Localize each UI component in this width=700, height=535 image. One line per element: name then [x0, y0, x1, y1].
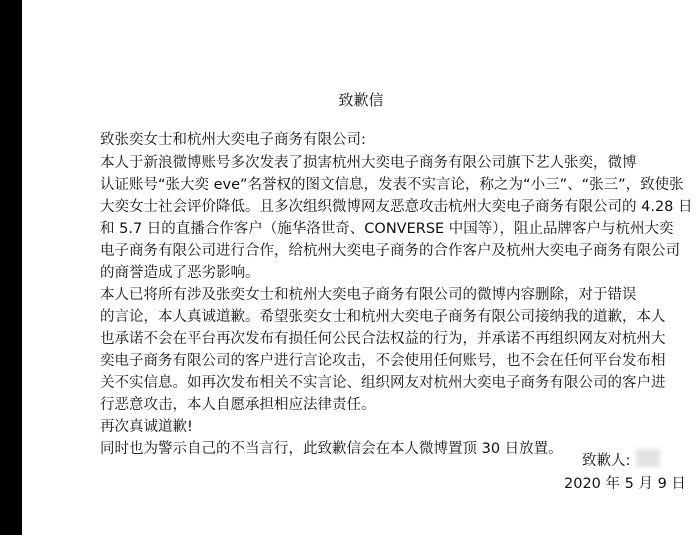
- body-line: 同时也为警示自己的不当言行，此致歉信会在本人微博置顶 30 日放置。: [100, 441, 563, 457]
- body-line: 电子商务有限公司进行合作，给杭州大奕电子商务的合作客户及杭州大奕电子商务有限公司: [100, 243, 680, 259]
- body-line: 奕电子商务有限公司的客户进行言论攻击，不会使用任何账号，也不会在任何平台发布相: [100, 353, 666, 369]
- body-line: 再次真诚道歉!: [100, 419, 193, 435]
- body-line: 大奕女士社会评价降低。且多次组织微博网友恶意攻击杭州大奕电子商务有限公司的 4.28 日: [100, 199, 693, 215]
- salutation-line: 致张奕女士和杭州大奕电子商务有限公司:: [100, 132, 366, 148]
- letter-date: 2020 年 5 月 9 日: [564, 476, 686, 492]
- body-line: 和 5.7 日的直播合作客户（施华洛世奇、CONVERSE 中国等），阻止品牌客户与杭州大奕: [100, 221, 674, 237]
- body-line: 的商誉造成了恶劣影响。: [100, 265, 260, 281]
- body-line: 的言论，本人真诚道歉。希望张奕女士和杭州大奕电子商务有限公司接纳我的道歉，本人: [100, 309, 666, 325]
- body-line: 本人于新浪微博账号多次发表了损害杭州大奕电子商务有限公司旗下艺人张奕，微博: [100, 155, 637, 171]
- signature-label: 致歉人:: [582, 453, 631, 469]
- body-line: 行恶意攻击，本人自愿承担相应法律责任。: [100, 397, 376, 413]
- letter-title: 致歉信: [338, 91, 384, 109]
- body-line: 也承诺不会在平台再次发布有损任何公民合法权益的行为，并承诺不再组织网友对杭州大: [100, 331, 666, 347]
- letter-page: [22, 0, 700, 535]
- body-line: 认证账号“张大奕 eve”名誉权的图文信息，发表不实言论，称之为“小三”、“张三”，致使张: [100, 177, 684, 193]
- redacted-signature: [636, 449, 660, 467]
- body-line: 关不实信息。如再次发布相关不实言论、组织网友对杭州大奕电子商务有限公司的客户进: [100, 375, 666, 391]
- body-line: 本人已将所有涉及张奕女士和杭州大奕电子商务有限公司的微博内容删除，对于错误: [100, 287, 637, 303]
